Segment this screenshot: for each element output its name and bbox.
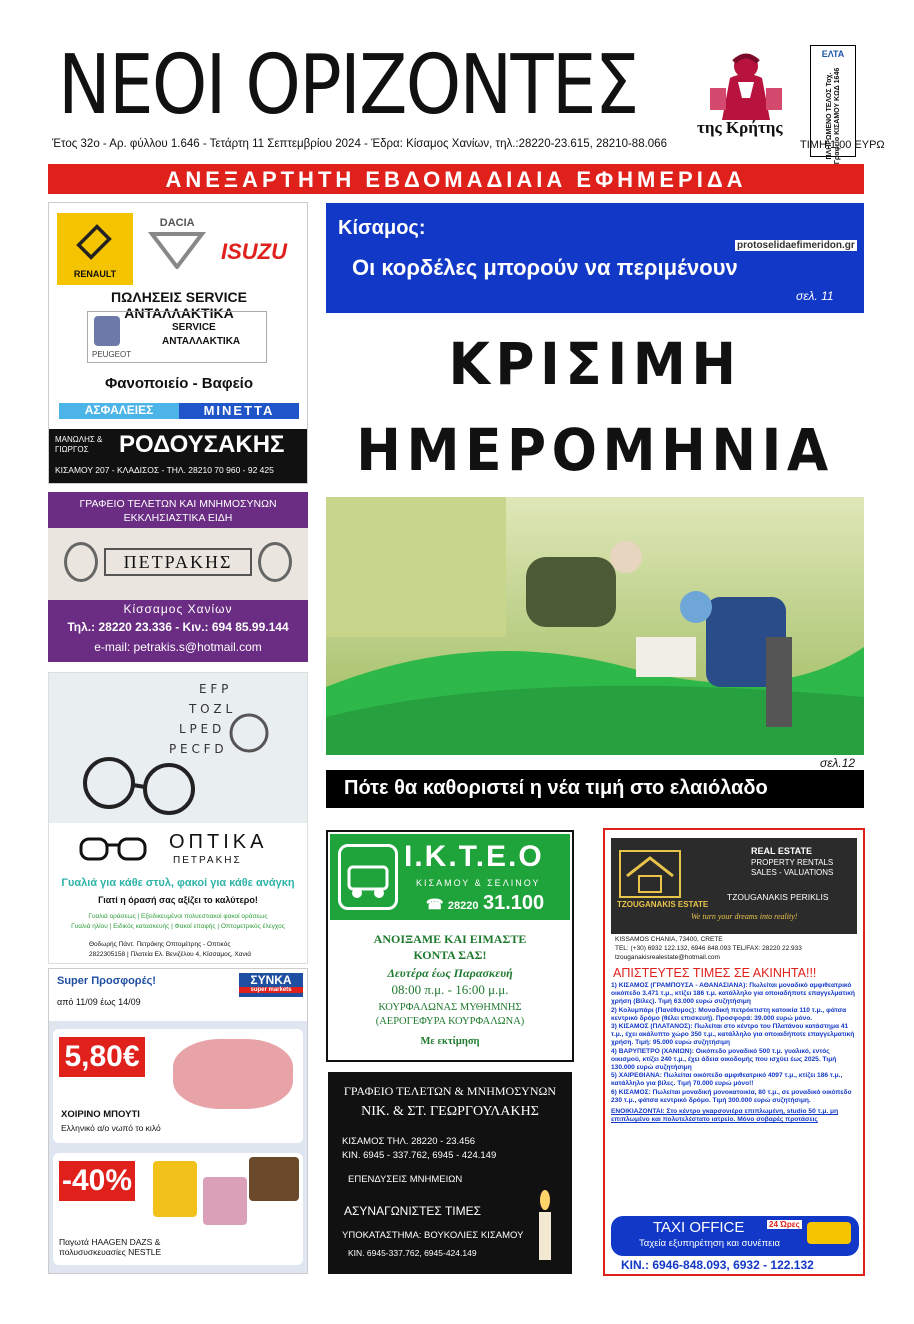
phone-icon: ☎ [426,896,444,912]
svg-text:L P E D: L P E D [179,722,222,736]
re-listings [611,982,861,1124]
headline-line1: ΚΡΙΣΙΜΗ [448,330,742,398]
optika-slogan: Γυαλιά για κάθε στυλ, φακοί για κάθε ανάγκη [61,877,295,889]
headline-line2: ΗΜΕΡΟΜΗΝΙΑ [356,416,834,484]
re-tag1: REAL ESTATE [751,846,813,856]
petrakis-phone: Τηλ.: 28220 23.336 - Κιν.: 694 85.99.144 [67,620,289,634]
olive-harvest-photo [326,497,864,755]
ad-georgoulakis[interactable] [328,1072,572,1274]
ikteo-sub: ΚΙΣΑΜΟΥ & ΣΕΛΙΝΟΥ [416,878,541,888]
georg-line1: ΓΡΑΦΕΙΟ ΤΕΛΕΤΩΝ & ΜΝΗΜΟΣΥΝΩΝ [343,1084,557,1098]
ad-ikteo[interactable] [326,830,574,1062]
item-pork: ΧΟΙΡΙΝΟ ΜΠΟΥΤΙ [61,1109,140,1120]
re-heading: ΑΠΙΣΤΕΥΤΕΣ ΤΙΜΕΣ ΣΕ ΑΚΙΝΗΤΑ!!! [613,966,817,980]
optika-owner: Θοδωρής Πάντ. Πετράκης Οπτομέτρης - Οπτικός [89,941,231,948]
kisamos-title: Οι κορδέλες μπορούν να περιμένουν [352,255,738,280]
ad-synka[interactable] [48,968,308,1274]
petrakis-line2: ΕΚΚΛΗΣΙΑΣΤΙΚΑ ΕΙΔΗ [123,512,233,524]
ad-rodousakis[interactable] [48,202,308,484]
re-logo-text: TZOUGANAKIS ESTATE [617,900,709,909]
petrakis-place: Κίσσαμος Χανίων [123,602,233,616]
dacia-logo: DACIA [141,217,213,281]
peugeot-box: PEUGEOT SERVICE ΑΝΤΑΛΛΑΚΤΙΚΑ [87,311,267,363]
item-pork-sub: Ελληνικό α/ο νωπό το κιλό [61,1123,161,1133]
icecream-tub-image [203,1177,247,1225]
taxi-box[interactable] [611,1216,859,1256]
georg-line2: ΝΙΚ. & ΣΤ. ΓΕΩΡΓΟΥΛΑΚΗΣ [361,1104,539,1119]
item-icecream: Παγωτά HAAGEN DAZS & πολυσυσκευασίες NESTLE [59,1237,162,1257]
ikteo-open2: ΚΟΝΤΑ ΣΑΣ! [413,948,487,962]
pork-image [173,1039,293,1109]
issue-info: Έτος 32ο - Αρ. φύλλου 1.646 - Τετάρτη 11 Σεπτεμβρίου 2024 - Έδρα: Κίσαμος Χανίων, τηλ.:28220-23.615, 28210-88.066 [52,138,667,150]
georg-branch: ΥΠΟΚΑΤΑΣΤΗΜΑ: ΒΟΥΚΟΛΙΕΣ ΚΙΣΑΜΟΥ [342,1230,524,1241]
stamp-text: ΠΛΗΡΩΜΕΝΟ ΤΕΛΟΣ Ταχ. Γραφείο ΚΙΣΑΜΟΥ ΚΩΔ 1646 [826,67,841,165]
georg-tel: ΚΙΣΑΜΟΣ ΤΗΛ. 28220 - 23.456 [342,1136,476,1147]
masthead-title: ΝΕΟΙ ΟΡΙΖΟΝΤΕΣ [58,38,638,133]
listing-item: 1) ΚΙΣΑΜΟΣ (ΓΡΑΜΠΟΥΣΑ - ΑΘΑΝΑΣΙΑΝΑ): Πωλείται μοναδικό αμφιθεατρικό οικόπεδο 3.471 τ.μ., κτίζει 186 τ.μ. κατάλληλο για οποιαδήποτε επαγγελματική χρήση (Βίλες). Τιμή 63.000 ευρώ συζητήσιμη [611,982,855,1006]
svg-text:P E C F D: P E C F D [169,742,224,756]
ad-tzouganakis[interactable] [603,828,865,1276]
georg-line4: ΑΣΥΝΑΓΩΝΙΣΤΕΣ ΤΙΜΕΣ [344,1204,482,1218]
petrakis-line1: ΓΡΑΦΕΙΟ ΤΕΛΕΤΩΝ ΚΑΙ ΜΝΗΜΟΣΥΝΩΝ [79,498,277,510]
re-owner: TZOUGANAKIS PERIKLIS [727,892,829,902]
ikteo-title: Ι.Κ.Τ.Ε.Ο [404,840,544,873]
ikteo-hours1: Δευτέρα έως Παρασκευή [387,966,513,980]
georg-line3: ΕΠΕΝΔΥΣΕΙΣ ΜΝΗΜΕΙΩΝ [348,1174,463,1185]
svg-text:T O Z L: T O Z L [189,702,233,716]
offer-pork[interactable] [53,1029,303,1143]
watermark: protoselidaefimeridon.gr [737,240,855,251]
price: ΤΙΜΗ 1,00 ΕΥΡΩ [800,139,885,151]
petrakis-email[interactable]: e-mail: petrakis.s@hotmail.com [94,640,262,654]
kisamos-article[interactable] [326,203,864,313]
optika-small1: Γυαλιά οράσεως | Εξειδικευμένοι πολυεστιακοί φακοί οράσεως [88,913,268,920]
petrakis-name: ΠΕΤΡΑΚΗΣ [104,548,252,576]
svg-text:E F P: E F P [199,682,229,696]
bodyshop-text: Φανοποιείο - Βαφείο [104,375,254,392]
ikteo-note: Με εκτίμηση [420,1036,480,1047]
ikteo-header [330,834,570,920]
ikteo-open1: ΑΝΟΙΞΑΜΕ ΚΑΙ ΕΙΜΑΣΤΕ [373,932,527,946]
taxi-car-icon [807,1222,851,1244]
re-tag2: PROPERTY RENTALS [751,858,834,867]
main-headline [348,322,843,482]
ad-optika-petrakis[interactable] [48,672,308,964]
photo-caption: Πότε θα καθοριστεί η νέα τιμή στο ελαιόλαδο [326,770,864,808]
optika-slogan2: Γιατί η όρασή σας αξίζει το καλύτερο! [98,895,258,905]
listing-item: 5) ΧΑΙΡΕΘΙΑΝΑ: Πωλείται οικόπεδο αμφιθεατρικό 4097 τ.μ., κτίζει 186 τ.μ., κατάλληλο για βίλες. Τιμή 70.000 ευρώ μόνο!! [611,1072,843,1088]
photo-page: σελ.12 [820,756,856,770]
optika-small2: Γυαλιά ηλίου | Ειδικός κατασκευής | Φακοί επαφής | Οπτομετρικός έλεγχος [71,923,285,930]
minetta-label: ΜΙΝΕΤΤΑ [179,403,299,419]
re-email[interactable]: tzouganakisrealestate@hotmail.com [615,954,720,961]
rodousakis-footer: ΜΑΝΩΛΗΣ & ΓΙΩΡΓΟΣ ΡΟΔΟΥΣΑΚΗΣ ΚΙΣΑΜΟΥ 207 - ΚΛΑΔΙΣΟΣ - ΤΗΛ. 28210 70 960 - 92 425 [49,429,307,483]
listing-item: 6) ΚΙΣΑΜΟΣ: Πωλείται μοναδική μονοκατοικία, 80 τ.μ., σε μοναδικό οικόπεδο 230 τ.μ., φάτσα κεντρικό δρόμο. Τιμή 300.000 ευρώ συζητήσιμη. [611,1088,852,1104]
cretan-figure-logo [700,48,792,122]
price-pork: 5,80€ [59,1037,145,1077]
optika-title: ΟΠΤΙΚΑ [169,831,268,853]
elta-logo: ΕΛΤΑ [821,49,845,59]
taxi-mobile: ΚΙΝ.: 6946-848.093, 6932 - 122.132 [621,1258,814,1272]
taxi-hours: 24 Ώρες [769,1220,800,1229]
glasses-icon [79,835,149,865]
taxi-sub: Ταχεία εξυπηρέτηση και συνέπεια [639,1238,781,1249]
taxi-title: TAXI OFFICE [653,1219,745,1236]
synka-dates: από 11/09 έως 14/09 [57,997,141,1007]
listing-rent: ΕΝΟΙΚΙΑΖΟΝΤΑΙ: Στο κέντρο γκαρσονιέρα επιπλωμένη, studio 50 τ.μ. μη επιπλωμένο και πολυτελέστατο ιατρείο. Μόνο σοβαρές προτάσεις [611,1108,839,1124]
ikteo-hours2: 08:00 π.μ. - 16:00 μ.μ. [391,982,509,997]
candle-icon [534,1190,556,1260]
peugeot-lion-icon [94,316,120,346]
optika-contact: 2822305158 | Πλατεία Ελ. Βενιζέλου 4, Κίσσαμος, Χανιά [89,951,251,958]
kisamos-kicker: Κίσαμος: [338,217,426,239]
georg-branch-mob: ΚΙΝ. 6945-337.762, 6945-424.149 [348,1248,477,1258]
cone-box-image [249,1157,299,1201]
re-address: KISSAMOS CHANIA, 73400, CRETE [615,936,723,943]
ornament-icon [258,542,292,582]
ad-petrakis-funeral[interactable] [48,492,308,662]
synka-header [49,969,307,1021]
re-tel: TEL: (+30) 6932 122.132, 6946 848.093 TEL/FAX: 28220 22.933 [615,945,802,952]
re-tag3: SALES - VALUATIONS [751,868,834,877]
isuzu-logo: ISUZU [221,239,287,264]
ornament-icon [64,542,98,582]
ikteo-phone: ☎ 28220 31.100 [426,892,545,914]
car-icon [338,844,398,910]
listing-item: 3) ΚΙΣΑΜΟΣ (ΠΛΑΤΑΝΟΣ): Πωλείται στο κέντρο του Πλατάνου κατάστημα 41 τ.μ., έχει ακάλυπτο χώρο 350 τ.μ., κατάλληλο για οποιαδήποτε επαγγελματική χρήση. Τιμή: 95.000 ευρώ συζητήσιμη [611,1023,855,1047]
re-header [611,838,857,934]
listing-item: 2) Κολυμπάρι (Πανέθυμος): Μοναδική πετρόκτιστη κατοικία 110 τ.μ., φάτσα κεντρικό δρόμο (θέλει επισκευή). Προσφορά: 39.000 ευρώ μόνο. [611,1006,847,1022]
synka-logo: ΣΥΝΚΑ super markets [239,973,303,997]
red-banner: ΑΝΕΞΑΡΤΗΤΗ ΕΒΔΟΜΑΔΙΑΙΑ ΕΦΗΜΕΡΙΔΑ [48,164,864,194]
masthead-subtitle: της Κρήτης [697,118,783,137]
eye-chart-image [49,673,307,823]
kisamos-page: σελ. 11 [796,289,834,303]
re-motto: We turn your dreams into reality! [691,912,798,921]
listing-item: 4) ΒΑΡΥΠΕΤΡΟ (ΧΑΝΙΩΝ): Οικόπεδο μοναδικό 500 τ.μ. γυαλικό, εντός οικισμού, κτίζει 240 τ.μ., έχει άδεια οικοδομής που ισχύει έως 2025. Τιμή 130.000 ευρώ συζητήσιμη [611,1047,837,1072]
renault-logo: RENAULT [57,213,133,285]
petrakis-ornament [48,528,308,600]
optika-sub: ΠΕΤΡΑΚΗΣ [173,855,242,866]
ikteo-addr2: (ΑΕΡΟΓΕΦΥΡΑ ΚΟΥΡΦΑΛΩΝΑ) [375,1016,525,1027]
house-logo-icon [619,850,681,898]
ikteo-addr1: ΚΟΥΡΦΑΛΩΝΑΣ ΜΥΘΗΜΝΗΣ [378,1002,522,1013]
price-icecream: -40% [59,1161,135,1201]
ad1-services: ΠΩΛΗΣΕΙΣ SERVICE ΑΝΤΑΛΛΑΚΤΙΚΑ [111,289,247,321]
georg-mob: ΚΙΝ. 6945 - 337.762, 6945 - 424.149 [342,1150,497,1161]
insurance-label: ΑΣΦΑΛΕΙΕΣ [59,403,179,419]
offer-icecream[interactable] [53,1153,303,1265]
synka-title: Super Προσφορές! [57,975,156,987]
icecream-image [153,1161,197,1217]
